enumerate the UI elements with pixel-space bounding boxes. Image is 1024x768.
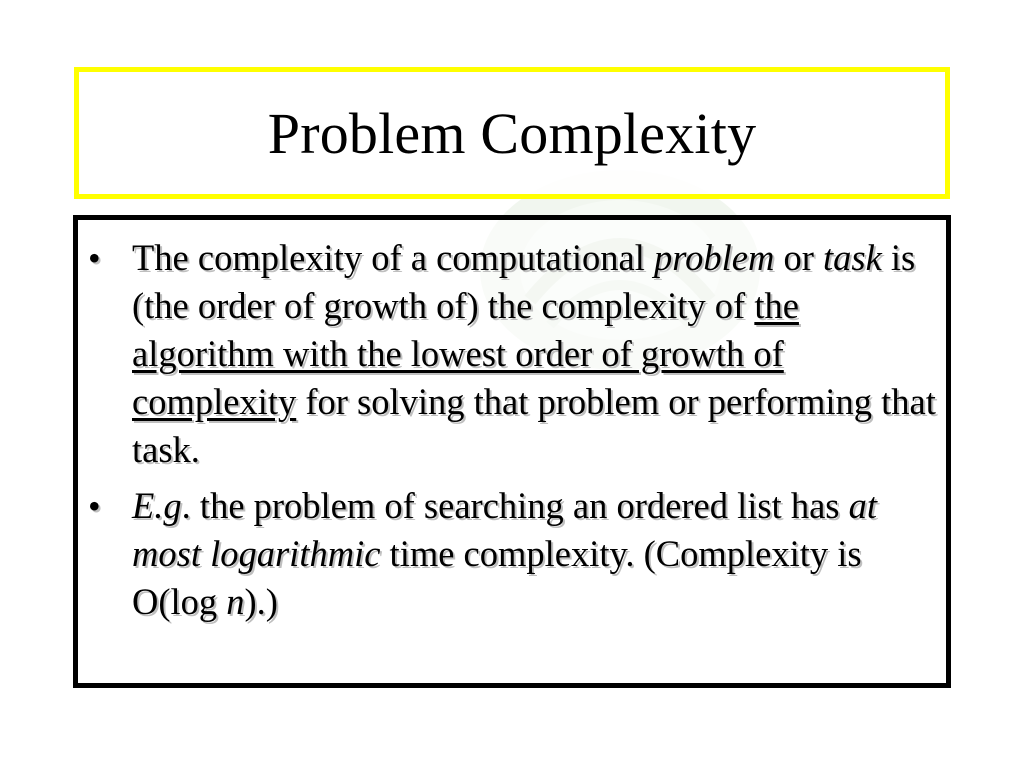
bullet-dot-icon: • — [88, 486, 101, 526]
bullet-item-1 — [88, 234, 940, 474]
bullet-1-text-4: for solving that problem or performing that task. — [132, 381, 936, 470]
title-box — [74, 67, 950, 199]
bullet-2-text-1: . the problem of searching an ordered list has — [181, 485, 849, 526]
bullet-2-italic-at-most-logarithmic: at most logarithmic — [132, 485, 878, 574]
slide-title: Problem Complexity — [267, 101, 757, 166]
bullet-1-text-1: The complexity of a computational — [132, 237, 654, 278]
bullet-dot-icon: • — [88, 238, 101, 278]
bullet-1-italic-problem: problem — [654, 237, 775, 278]
bullet-1-text-3: is (the order of growth of) the complexity of — [132, 237, 916, 326]
bullet-2-text-2: time complexity. (Complexity is O(log — [132, 533, 862, 622]
bullet-item-2 — [88, 482, 940, 626]
bullet-list — [78, 220, 946, 626]
bullet-1-underlined-phrase: the algorithm with the lowest order of growth of complexity — [132, 285, 799, 422]
bullet-1-italic-task: task — [822, 237, 882, 278]
bullet-1-text-2: or — [774, 237, 823, 278]
bullet-2-italic-eg: E.g — [132, 485, 182, 526]
bullet-2-italic-n: n — [226, 581, 245, 622]
content-box — [73, 215, 951, 688]
bullet-2-text-3: ).) — [244, 581, 278, 622]
